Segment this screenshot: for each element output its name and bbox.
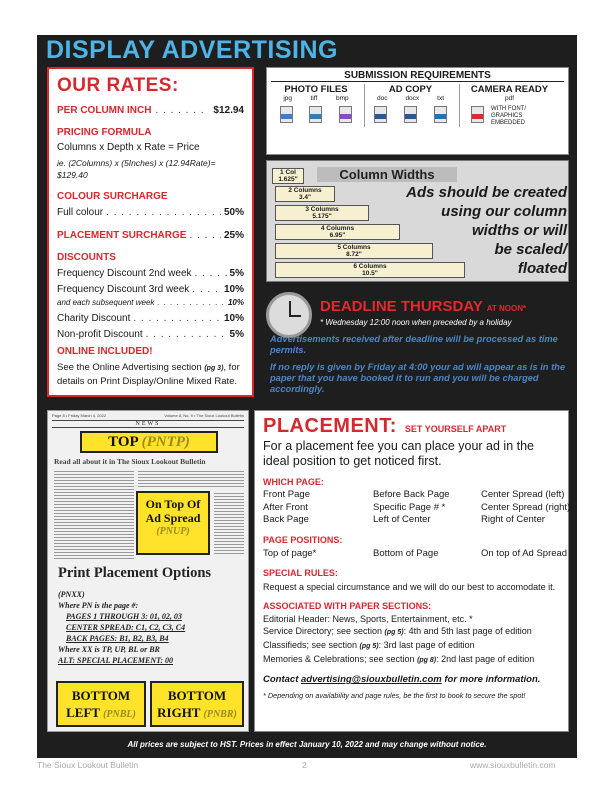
formula-example: ie. (2Columns) x (5Inches) x (12.94Rate)= $129.40 [57,158,216,180]
column-width-bar: 5 Columns 8.72" [275,243,433,259]
subsequent-row [57,296,244,309]
nonprofit-label: Non-profit Discount [57,329,143,340]
column-width-bar: 6 Columns 10.5" [275,262,465,278]
deadline-subtitle: * Wednesday 12:00 noon when preceded by a holiday [320,318,512,327]
pdf-file-icon [471,106,484,123]
txt-file-icon [434,106,447,123]
column-width-bar: 2 Columns 3.4" [275,186,335,202]
ad-copy-group: AD COPY doc docx txt [364,84,456,127]
charity-row [57,312,244,325]
section-label: NEWS [52,420,244,428]
per-column-value: $12.94 [213,105,244,116]
text-texture [138,469,244,487]
online-text: See the Online Advertising section (pg 3), for details on Print Display/Online Mixed Rate. [57,362,240,387]
hst-notice: All prices are subject to HST. Prices in effect January 10, 2022 and may change without notice. [127,740,487,749]
placement-panel [254,410,569,732]
discount-row [57,267,244,280]
placement-intro: For a placement fee you can place your ad in the ideal position to get noticed first. [263,439,534,468]
discount-row [57,283,244,296]
full-colour-label: Full colour [57,207,104,218]
page-positions-list: Top of page* Bottom of Page On top of Ad Spread [263,547,568,559]
dot-leader [146,328,227,341]
nonprofit-row [57,328,244,341]
dot-leader [155,104,209,117]
text-texture [54,469,134,561]
which-page-heading: WHICH PAGE: [263,477,324,487]
footer-website: www.siouxbulletin.com [470,760,556,770]
bmp-file-icon [339,106,352,123]
per-column-row [57,104,244,117]
special-rules-heading: SPECIAL RULES: [263,568,338,578]
column-widths-panel [266,160,569,282]
placement-surcharge-row [57,229,244,242]
dot-leader [192,283,221,296]
dot-leader [157,296,225,309]
top-placement-box: TOP (PNTP) [80,431,218,453]
deadline-note-2: If no reply is given by Friday at 4:00 your ad will appear as is in the paper that you have booked it to run and you will be charged accordingly. [270,362,566,394]
placement-footnote: * Depending on availability and page rules, be the first to book to secure the spot! [263,691,526,700]
sample-headline: Read all about it in The Sioux Lookout Bulletin [54,457,206,466]
column-widths-note: Ads should be created using our column widths or will be scaled/ floated [406,184,567,277]
bottom-left-box: BOTTOM LEFT (PNBL) [56,681,146,727]
photo-files-group: PHOTO FILES jpg tiff bmp [271,84,361,127]
jpg-file-icon [280,106,293,123]
column-width-bar: 3 Columns 5.175" [275,205,369,221]
special-rules-text: Request a special circumstance and we will do our best to accomodate it. [263,582,556,592]
dot-leader [189,229,221,242]
discount-value: 10% [223,284,244,295]
doc-file-icon [374,106,387,123]
contact-line: Contact advertising@siouxbulletin.com for more information. [263,674,541,685]
rates-title: OUR RATES: [57,75,179,96]
deadline-panel [266,290,569,402]
rates-panel [47,67,254,397]
discounts-heading: DISCOUNTS [57,252,116,263]
column-width-bar: 4 Columns 6.95" [275,224,400,240]
masthead: Page 8 • Friday March 4, 2022 Volume 8, No. 9 • The Sioux Lookout Bulletin [52,413,244,418]
submission-requirements [266,67,569,155]
clock-icon [266,292,312,338]
text-texture [214,491,244,555]
charity-value: 10% [223,313,244,324]
page-title: DISPLAY ADVERTISING [46,36,338,64]
placement-diagram [47,410,249,732]
which-page-list: Front Page Before Back Page Center Spread (left) After Front Specific Page # * Center Spread (right) Back Page Left of Center Right of Center [263,489,571,525]
on-top-ad-spread-box: On Top Of Ad Spread (PNUP) [136,491,210,555]
deadline-title: DEADLINE THURSDAY AT NOON* [320,298,527,315]
deadline-note-1: Advertisements received after deadline will be processed as time permits. [270,334,558,355]
column-widths-title: Column Widths [317,167,457,182]
placement-surcharge-value: 25% [223,230,244,241]
ppo-details: (PNXX) Where PN is the page #: PAGES 1 THROUGH 3: 01, 02, 03 CENTER SPREAD: C1, C2, C3, C4 BACK PAGES: B1, B2, B3, B4 Where XX is TP, UP, BL or BR ALT: SPECIAL PLACEMENT: 00 [58,590,186,665]
subsequent-value: 10% [227,298,244,307]
placement-surcharge-label: PLACEMENT SURCHARGE [57,230,187,241]
discount-label: Frequency Discount 2nd week [57,268,192,279]
colour-heading: COLOUR SURCHARGE [57,191,168,202]
tiff-file-icon [309,106,322,123]
subsequent-label: and each subsequent week [57,298,155,307]
dot-leader [106,206,221,219]
ppo-title: Print Placement Options [58,565,212,581]
dot-leader [133,312,221,325]
formula-text: Columns x Depth x Rate = Price [57,142,200,153]
online-heading: ONLINE INCLUDED! [57,346,153,357]
placement-title: PLACEMENT: SET YOURSELF APART [263,415,507,437]
page-positions-heading: PAGE POSITIONS: [263,534,343,545]
associated-list: Editorial Header: News, Sports, Entertainment, etc. * Service Directory; see section (pg 5): 4th and 5th last page of edition Classifieds; see section (pg 5): 3rd last page of edition Memories & Celebrations; see section (pg 8): 2nd last page of edition [263,614,535,664]
full-colour-value: 50% [223,207,244,218]
full-colour-row [57,206,244,219]
discount-value: 5% [229,268,244,279]
per-column-label: PER COLUMN INCH [57,105,152,116]
bottom-right-box: BOTTOM RIGHT (PNBR) [150,681,244,727]
charity-label: Charity Discount [57,313,131,324]
contact-email-link[interactable]: advertising@siouxbulletin.com [301,674,442,685]
discount-label: Frequency Discount 3rd week [57,284,190,295]
column-width-bar: 1 Col 1.625" [272,168,304,184]
camera-ready-group: CAMERA READY pdf WITH FONT/ GRAPHICS EMBEDDED [459,84,559,127]
dot-leader [195,267,227,280]
nonprofit-value: 5% [229,329,244,340]
submission-title: SUBMISSION REQUIREMENTS [271,68,564,82]
associated-heading: ASSOCIATED WITH PAPER SECTIONS: [263,601,432,611]
embed-note: WITH FONT/ GRAPHICS EMBEDDED [491,106,526,126]
docx-file-icon [404,106,417,123]
footer-publication: The Sioux Lookout Bulletin [37,760,139,770]
footer-page-number: 2 [302,760,307,770]
formula-heading: PRICING FORMULA [57,127,152,138]
